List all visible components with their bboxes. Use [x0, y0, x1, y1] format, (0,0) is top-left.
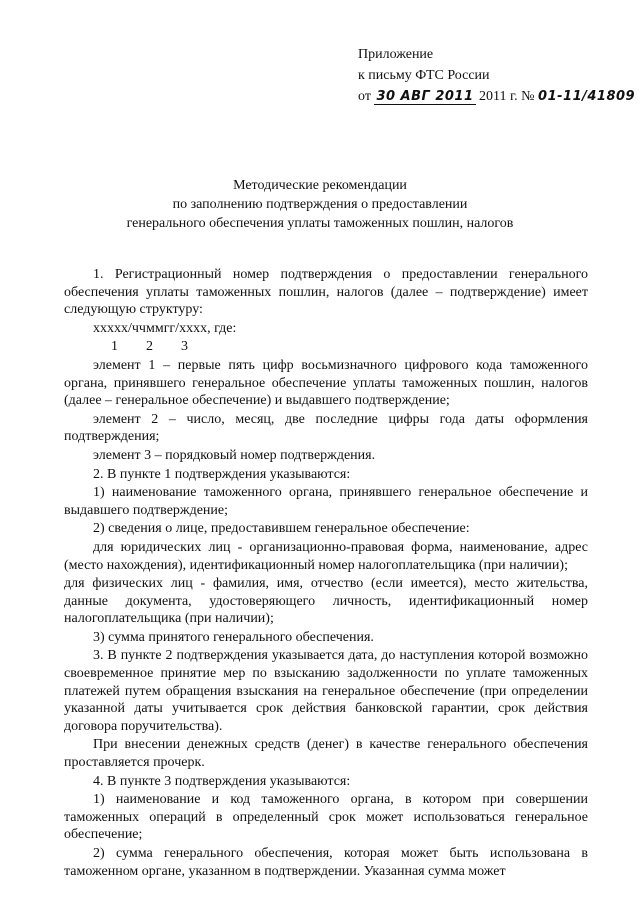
title-line-1: Методические рекомендации: [233, 178, 407, 193]
paragraph-4: 4. В пункте 3 подтверждения указываются:: [93, 773, 351, 789]
paragraph-2-individuals: для физических лиц - фамилия, имя, отчество (если имеется), место жительства, данные документа, удостоверяющего личность, идентификационный номер налогоплательщика (при наличии);: [64, 576, 588, 627]
handwritten-number: 01-11/41809: [538, 89, 636, 104]
appendix-date-line: [358, 86, 635, 107]
paragraph-2-item-2: 2) сведения о лице, предоставившем генеральное обеспечение:: [93, 521, 470, 537]
date-suffix: 2011 г. №: [479, 89, 535, 104]
document-title: [0, 176, 640, 233]
paragraph-3-cash-note: При внесении денежных средств (денег) в качестве генерального обеспечения проставляется прочерк.: [64, 737, 588, 771]
paragraph-2: 2. В пункте 1 подтверждения указываются:: [93, 466, 351, 482]
handwritten-date: 30 АВГ 2011: [376, 89, 474, 104]
paragraph-2-item-1: 1) наименование таможенного органа, принявшего генеральное обеспечение и выдавшего подтверждение;: [64, 485, 588, 518]
title-line-2: по заполнению подтверждения о предоставлении: [172, 197, 468, 212]
date-prefix: от: [358, 89, 371, 104]
structure-format: xxxxx/ччммгг/xxxx, где:: [93, 320, 237, 336]
title-line-3: генерального обеспечения уплаты таможенных пошлин, налогов: [126, 216, 514, 231]
paragraph-2-item-3: 3) сумма принятого генерального обеспечения.: [93, 629, 374, 645]
appendix-header: [358, 44, 635, 107]
appendix-letter-ref: к письму ФТС России: [358, 68, 490, 83]
paragraph-4-item-2: 2) сумма генерального обеспечения, которая может быть использована в таможенном органе, указанном в подтверждении. Указанная сумма может: [64, 846, 588, 879]
paragraph-2-legal-entities: для юридических лиц - организационно-правовая форма, наименование, адрес (место нахождения), идентификационный номер налогоплательщика (при наличии);: [64, 539, 588, 573]
element-1-description: элемент 1 – первые пять цифр восьмизначного цифрового кода таможенного органа, принявшего генеральное обеспечение уплаты таможенных пошлин, налогов (далее – генеральное обеспечение) и выдавшего подтверждение;: [64, 357, 588, 409]
paragraph-3: 3. В пункте 2 подтверждения указывается дата, до наступления которой возможно своевременное принятие мер по взысканию задолженности по уплате таможенных платежей путем обращения взыскания на генеральное обеспечение (при определении указанной даты учитывается срок действия банковской гарантии, срок действия договора поручительства).: [64, 648, 588, 734]
element-3-description: элемент 3 – порядковый номер подтверждения.: [93, 447, 376, 463]
document-body: [64, 266, 588, 881]
paragraph-4-item-1: 1) наименование и код таможенного органа, в котором при совершении таможенных операций в определенный срок может использоваться генеральное обеспечение;: [64, 792, 588, 843]
paragraph-1: 1. Регистрационный номер подтверждения о предоставлении генерального обеспечения уплаты таможенных пошлин, налогов (далее – подтверждение) имеет следующую структуру:: [64, 267, 588, 318]
structure-element-numbers: 1 2 3: [111, 339, 188, 355]
element-2-description: элемент 2 – число, месяц, две последние цифры года даты оформления подтверждения;: [64, 411, 588, 445]
appendix-title: Приложение: [358, 47, 434, 62]
